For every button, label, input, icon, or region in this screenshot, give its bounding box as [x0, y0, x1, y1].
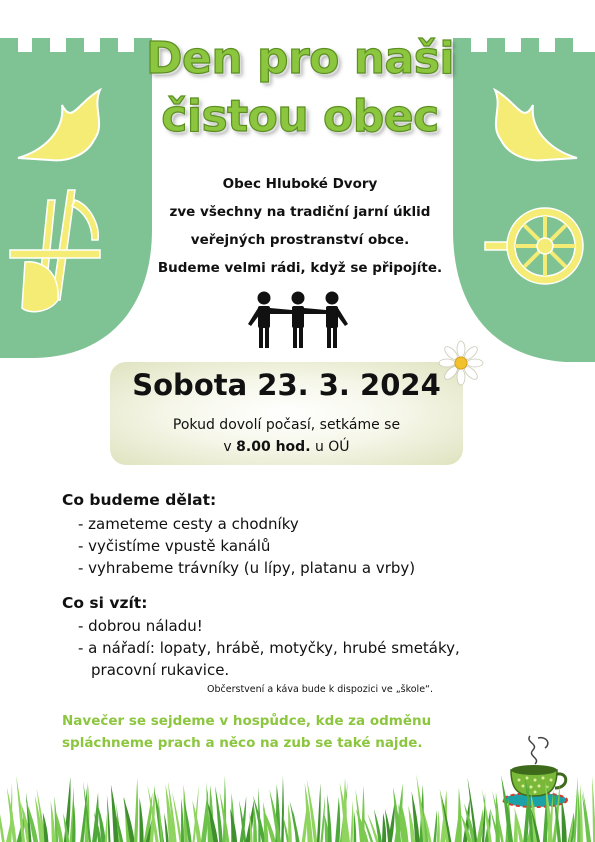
list-item: - vyhrabeme trávníky (u lípy, platanu a vrby): [78, 559, 416, 577]
closing-line: spláchneme prach a něco na zub se také najde.: [62, 735, 423, 751]
intro-line: Obec Hluboké Dvory: [222, 176, 378, 192]
list-item: - zameteme cesty a chodníky: [78, 515, 299, 533]
closing-text: [62, 710, 532, 754]
event-time: 8.00 hod.: [236, 439, 311, 455]
grass-blade: [382, 813, 386, 842]
list-item: - vyčistíme vpustě kanálů: [78, 537, 271, 555]
event-date: Sobota 23. 3. 2024: [132, 368, 441, 402]
refreshment-note: Občerstvení a káva bude k dispozici ve „škole“.: [207, 684, 433, 695]
grass-blade: [573, 776, 578, 842]
time-location: [110, 436, 463, 458]
list-item: pracovní rukavice.: [91, 661, 230, 679]
intro-line: veřejných prostranství obce.: [190, 232, 410, 248]
list-item: - dobrou náladu!: [78, 617, 203, 635]
grass-blade: [320, 796, 325, 842]
grass-blade: [477, 809, 484, 842]
section-heading-tasks: Co budeme dělat:: [62, 491, 217, 509]
grass-blade: [105, 814, 108, 842]
bring-list: [78, 615, 460, 681]
grass-blade: [140, 797, 144, 842]
grass-blade: [181, 798, 184, 842]
closing-line: Navečer se sejdeme v hospůdce, kde za odměnu: [62, 713, 432, 729]
weather-note: Pokud dovolí počasí, setkáme se: [172, 417, 401, 433]
list-item: - a nářadí: lopaty, hrábě, motyčky, hrubé smetáky,: [78, 639, 460, 657]
grass-blade: [317, 783, 321, 842]
task-list: [78, 513, 415, 579]
grass-blade: [561, 798, 566, 842]
intro-line: Budeme velmi rádi, když se připojíte.: [157, 260, 443, 276]
title-line-2: čistou obec: [161, 91, 439, 142]
page-title: [120, 30, 480, 146]
grass-blade: [354, 810, 357, 842]
grass-blade: [433, 810, 437, 842]
grass-blade: [437, 810, 440, 842]
time-prefix: v: [223, 439, 237, 455]
intro-line: zve všechny na tradiční jarní úklid: [169, 204, 431, 220]
event-details: [110, 414, 463, 458]
grass-blade: [0, 792, 5, 842]
daisy-icon: [438, 340, 484, 386]
event-location: u OÚ: [310, 439, 350, 455]
grass-blade: [134, 778, 138, 842]
grass-blade: [580, 783, 583, 842]
grass-blade: [350, 800, 353, 842]
grass-blade: [281, 776, 284, 842]
section-heading-bring: Co si vzít:: [62, 594, 148, 612]
title-line-1: Den pro naši: [145, 33, 455, 84]
invitation-text: [140, 170, 460, 282]
people-icon: [246, 290, 350, 348]
grass-blade: [107, 795, 111, 842]
grass-border: [0, 770, 595, 842]
grass-blade: [335, 797, 340, 842]
